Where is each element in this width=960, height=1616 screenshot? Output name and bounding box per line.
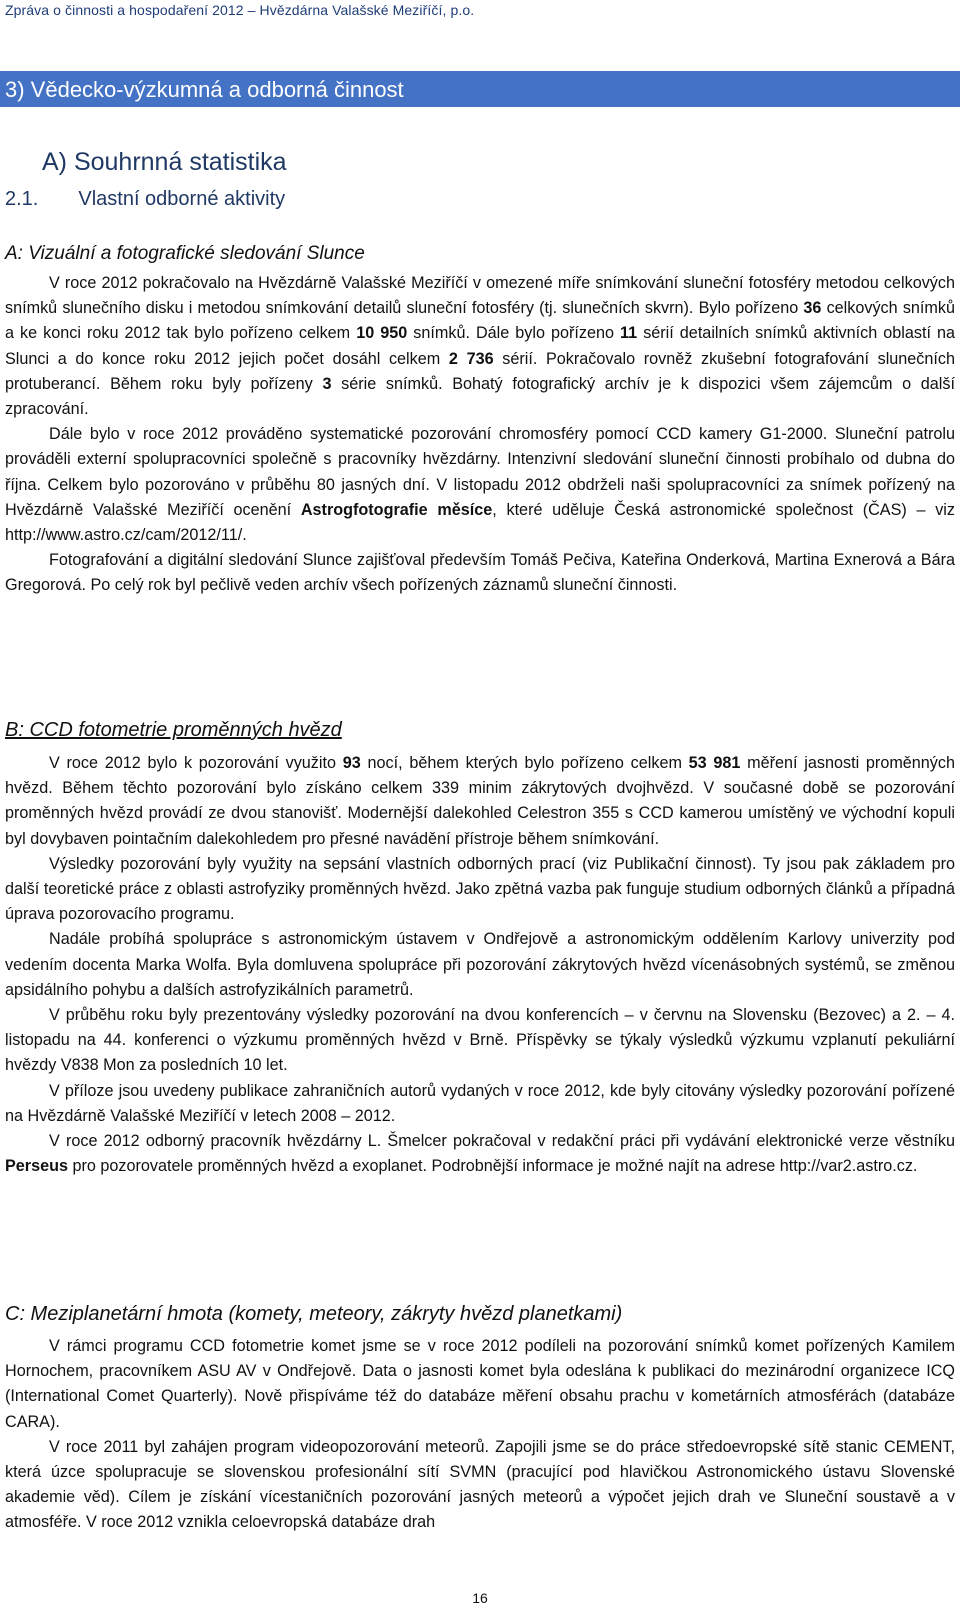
part-b-paragraph-5: V příloze jsou uvedeny publikace zahraničních autorů vydaných v roce 2012, kde byly citovány výsledky pozorování pořízené na Hvězdárně Valašské Meziříčí v letech 2008 – 2012. (5, 1081, 955, 1125)
heading-part-c: C: Meziplanetární hmota (komety, meteory, zákryty hvězd planetkami) (5, 1303, 623, 1325)
part-a-paragraph-3: Fotografování a digitální sledování Slunce zajišťoval především Tomáš Pečiva, Kateřina Onderková, Martina Exnerová a Bára Gregorová. Po celý rok byl pečlivě veden archív všech pořízených záznamů sluneční činnosti. (5, 551, 955, 595)
part-b-body (5, 751, 955, 1179)
subsection-title: A) Souhrnná statistika (42, 148, 287, 176)
part-b-paragraph-1: V roce 2012 bylo k pozorování využito 93 nocí, během kterých bylo pořízeno celkem 53 981 měření jasnosti proměnných hvězd. Během těchto pozorování bylo získáno celkem 339 minim zákrytových dvojhvězd. V současné době se pozorování proměnných hvězd provádí ze dvou stanovišť. Modernější dalekohled Celestron 355 s CCD kamerou umístěný ve východní kopuli byl dovybaven pointačním dalekohledem pro přesné navádění přístroje během snímkování. (5, 754, 956, 848)
part-c-paragraph-1: V rámci programu CCD fotometrie komet jsme se v roce 2012 podíleli na pozorování snímků komet pořízených Kamilem Hornochem, pracovníkem ASU AV v Ondřejově. Data o jasnosti komet byla odeslána k publikaci do mezinárodní organizece ICQ (International Comet Quarterly). Nově přispíváme též do databáze měření obsahu prachu v kometárních atmosférách (databáze CARA). (5, 1337, 955, 1431)
page-header: Zpráva o činnosti a hospodaření 2012 – Hvězdárna Valašské Meziříčí, p.o. (5, 2, 475, 18)
part-c-body (5, 1334, 955, 1536)
part-a-paragraph-2: Dále bylo v roce 2012 prováděno systematické pozorování chromosféry pomocí CCD kamery G1-2000. Sluneční patrolu prováděli externí spolupracovníci společně s pracovníky hvězdárny. Intenzivní sledování sluneční činnosti probíhalo od dubna do října. Celkem bylo pozorováno v průběhu 80 jasných dní. V listopadu 2012 obdrželi naši spolupracovníci za snímek pořízený na Hvězdárně Valašské Meziříčí ocenění Astrogfotografie měsíce, které uděluje Česká astronomické společnost (ČAS) – viz http://www.astro.cz/cam/2012/11/. (5, 425, 955, 545)
subsubsection-number: 2.1. (5, 188, 39, 210)
part-b-paragraph-6: V roce 2012 odborný pracovník hvězdárny L. Šmelcer pokračoval v redakční práci při vydávání elektronické verze věstníku Perseus pro pozorovatele proměnných hvězd a exoplanet. Podrobnější informace je možné najít na adrese http://var2.astro.cz. (5, 1132, 955, 1176)
subsubsection-label: Vlastní odborné aktivity (78, 188, 286, 210)
subsubsection-title (5, 188, 285, 211)
page-number: 16 (472, 1590, 488, 1606)
section-title: 3) Vědecko-výzkumná a odborná činnost (5, 77, 404, 102)
part-a-body (5, 271, 955, 599)
part-a-paragraph-1: V roce 2012 pokračovalo na Hvězdárně Valašské Meziříčí v omezené míře snímkování sluneční fotosféry metodou celkových snímků slunečního disku i metodou snímkování detailů sluneční fotosféry (tj. slunečních skvrn). Bylo pořízeno 36 celkových snímků a ke konci roku 2012 tak bylo pořízeno celkem 10 950 snímků. Dále bylo pořízeno 11 sérií detailních snímků aktivních oblastí na Slunci a do konce roku 2012 jejich počet dosáhl celkem 2 736 sérií. Pokračovalo rovněž zkušební fotografování slunečních protuberancí. Během roku byly pořízeny 3 série snímků. Bohatý fotografický archív je k dispozici všem zájemcům o další zpracování. (5, 274, 955, 419)
part-b-paragraph-4: V průběhu roku byly prezentovány výsledky pozorování na dvou konferencích – v červnu na Slovensku (Bezovec) a 2. – 4. listopadu na 44. konferenci o výzkumu proměnných hvězd v Brně. Příspěvky se týkaly výsledků výzkumu vzplanutí pekuliární hvězdy V838 Mon za posledních 10 let. (5, 1006, 955, 1075)
heading-part-b: B: CCD fotometrie proměnných hvězd (5, 719, 342, 741)
part-c-paragraph-2: V roce 2011 byl zahájen program videopozorování meteorů. Zapojili jsme se do práce středoevropské sítě stanic CEMENT, která úzce spolupracuje se slovenskou profesionální sítí SVMN (pracující pod hlavičkou Astronomického ústavu Slovenské akademie věd). Cílem je získání vícestaničních pozorování jasných meteorů a výpočet jejich drah ve Sluneční soustavě a v atmosféře. V roce 2012 vznikla celoevropská databáze drah (5, 1437, 955, 1532)
part-b-paragraph-2: Výsledky pozorování byly využity na sepsání vlastních odborných prací (viz Publikační činnost). Ty jsou pak základem pro další teoretické práce z oblasti astrofyziky proměnných hvězd. Jako zpětná vazba pak funguje studium odborných článků a případná úprava pozorovacího programu. (5, 854, 955, 924)
heading-part-a: A: Vizuální a fotografické sledování Slunce (5, 243, 365, 264)
part-b-paragraph-3: Nadále probíhá spolupráce s astronomickým ústavem v Ondřejově a astronomickým oddělením Karlovy univerzity pod vedením docenta Marka Wolfa. Byla domluvena spolupráce při pozorování zákrytových hvězd vícenásobných systémů, se změnou apsidálního pohybu a dalších astrofyzikálních parametrů. (5, 930, 955, 999)
